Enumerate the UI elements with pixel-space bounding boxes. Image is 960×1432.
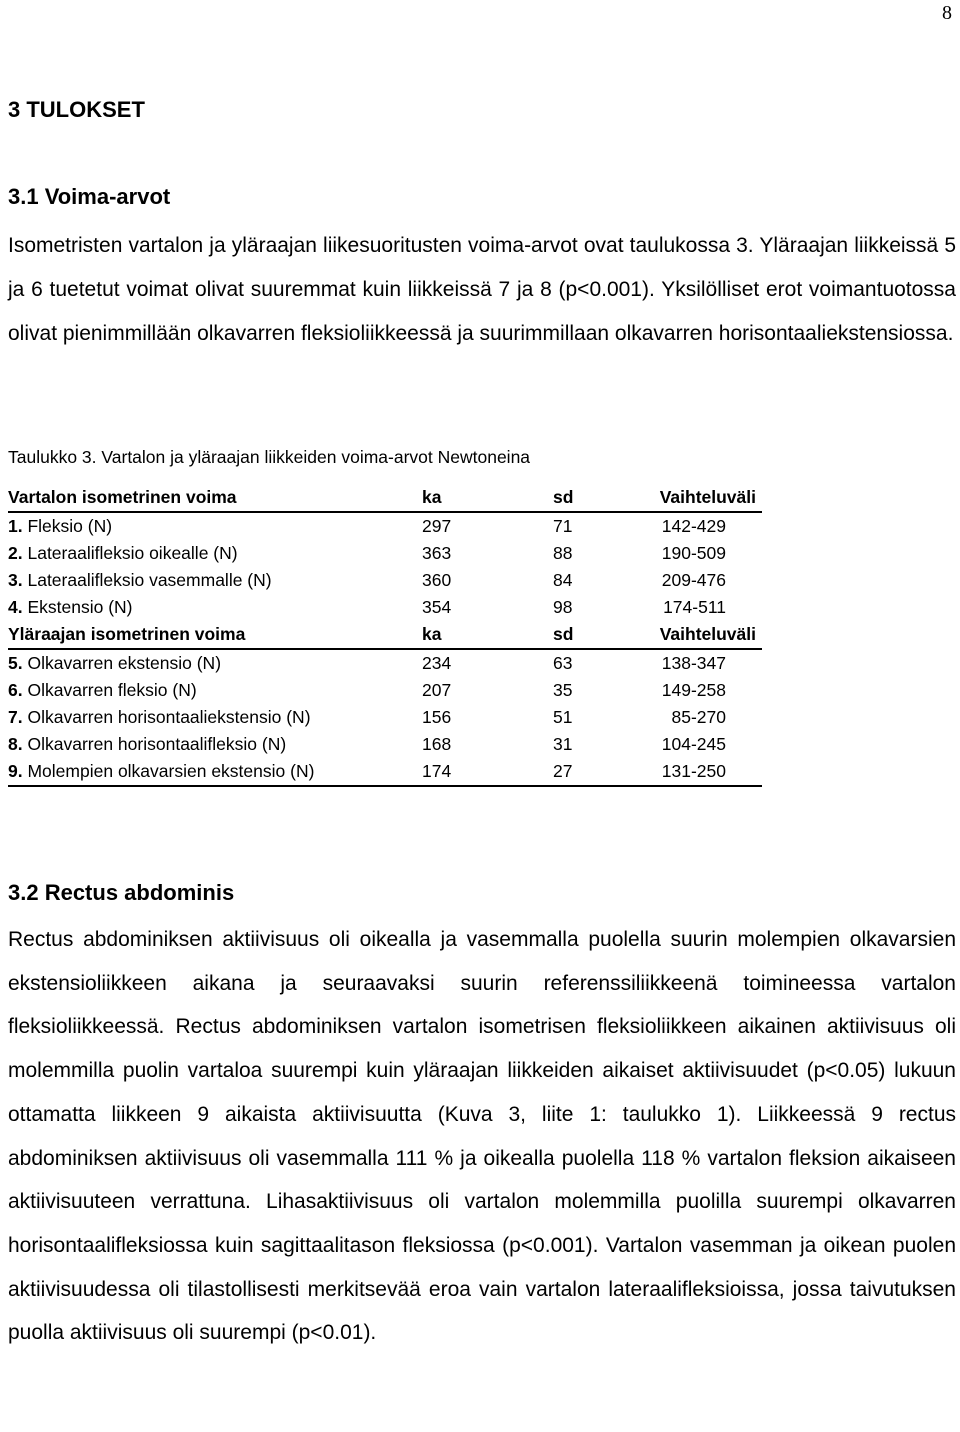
table-cell-label [8,594,398,621]
table-cell-label [8,704,398,731]
page-number: 8 [942,2,952,24]
row-label: Olkavarren ekstensio (N) [27,653,222,673]
table-cell-range: 138-347 [661,653,726,673]
table-cell-ka: 354 [422,597,452,617]
table-header-cell: Vaihteluväli [633,621,762,649]
table-cell-ka: 363 [422,543,452,563]
table-header-cell: sd [547,621,633,649]
row-number: 9. [8,761,23,781]
row-label: Olkavarren horisontaalifleksio (N) [27,734,287,754]
table-cell-ka: 168 [422,734,452,754]
table-cell-sd: 88 [553,543,573,563]
table-cell-label [8,731,398,758]
table-caption: Taulukko 3. Vartalon ja yläraajan liikkeiden voima-arvot Newtoneina [8,447,531,467]
row-label: Lateraalifleksio vasemmalle (N) [27,570,272,590]
table-cell-range: 190-509 [661,543,726,563]
row-number: 2. [8,543,23,563]
table-row [8,512,762,540]
table-row [8,731,762,758]
table-cell-ka: 360 [422,570,452,590]
table-cell-label [8,540,398,567]
table-cell-ka: 207 [422,680,452,700]
table-row [8,649,762,677]
table-cell-ka: 174 [398,758,547,786]
row-number: 4. [8,597,23,617]
table-cell-sd: 31 [553,734,573,754]
section-paragraph-voima-arvot: Isometristen vartalon ja yläraajan liikesuoritusten voima-arvot ovat taulukossa 3. Yläraajan liikkeissä 5 ja 6 tuetetut voimat olivat suuremmat kuin liikkeissä 7 ja 8 (p<0.001). Yksilölliset erot voimantuotossa olivat pienimmillään olkavarren fleksioliikkeessä ja suurimmillaan olkavarren horisontaaliekstensiossa. [8,234,956,345]
table-header-cell: Yläraajan isometrinen voima [8,621,398,649]
table-cell-sd: 84 [553,570,573,590]
table-row [8,567,762,594]
table-cell-sd: 71 [553,516,573,536]
table-header-cell: ka [398,621,547,649]
table-cell-range: 174-511 [663,597,726,617]
table-row [8,594,762,621]
row-number: 1. [8,516,23,536]
table-cell-sd: 98 [553,597,573,617]
table-cell-label [8,567,398,594]
row-number: 5. [8,653,23,673]
row-number: 6. [8,680,23,700]
table-row [8,758,762,786]
row-label: Molempien olkavarsien ekstensio (N) [27,761,315,781]
table-cell-sd: 35 [553,680,573,700]
table-header-cell: Vartalon isometrinen voima [8,484,398,512]
table-header-row [8,621,762,649]
table-cell-ka: 156 [422,707,452,727]
row-number: 7. [8,707,23,727]
table-cell-range: 104-245 [661,734,726,754]
row-label: Lateraalifleksio oikealle (N) [27,543,238,563]
table-header-cell: sd [547,484,633,512]
table-cell-range: 131-250 [633,758,762,786]
table-row [8,540,762,567]
row-label: Fleksio (N) [27,516,113,536]
table-header-row [8,484,762,512]
table-cell-range: 142-429 [661,516,726,536]
table-cell-range: 85-270 [671,707,726,727]
section-heading-voima-arvot: 3.1 Voima-arvot [8,184,171,209]
table-cell-range: 209-476 [661,570,726,590]
table-header-cell: Vaihteluväli [633,484,762,512]
table-cell-sd: 51 [553,707,573,727]
row-number: 8. [8,734,23,754]
table-row [8,704,762,731]
table-cell-label [8,512,398,540]
table-cell-label [8,677,398,704]
table-cell-label [8,758,398,786]
row-label: Olkavarren fleksio (N) [27,680,197,700]
table-cell-range: 149-258 [661,680,726,700]
force-values-table [8,484,762,787]
table-row [8,677,762,704]
table-cell-sd: 63 [553,653,573,673]
row-number: 3. [8,570,23,590]
section-paragraph-rectus-abdominis: Rectus abdominiksen aktiivisuus oli oikealla ja vasemmalla puolella suurin molempien olkavarsien ekstensioliikkeen aikana ja seuraavaksi suurin referenssiliikkeenä toimineessa vartalon fleksioliikkeessä. Rectus abdominiksen vartalon isometrisen fleksioliikkeen aikainen aktiivisuus oli molemmilla puolin vartaloa suurempi kuin yläraajan liikkeiden aikaiset aktiivisuudet (p<0.05) lukuun ottamatta liikkeen 9 aikaista aktiivisuutta (Kuva 3, liite 1: taulukko 1). Liikkeessä 9 rectus abdominiksen aktiivisuus oli vasemmalla 111 % ja oikealla puolella 118 % vartalon fleksion aikaiseen aktiivisuuteen verrattuna. Lihasaktiivisuus oli vartalon molemmilla puolilla suurempi olkavarren horisontaalifleksiossa kuin sagittaalitason fleksiossa (p<0.001). Vartalon vasemman ja oikean puolen aktiivisuudessa oli tilastollisesti merkitsevää eroa vain vartalon lateraalifleksioissa, jossa taivutuksen puolla aktiivisuus oli suurempi (p<0.01). [8,928,956,1345]
table-cell-sd: 27 [547,758,633,786]
chapter-heading: 3 TULOKSET [8,97,145,122]
table-header-cell: ka [398,484,547,512]
table-cell-ka: 297 [422,516,452,536]
section-heading-rectus-abdominis: 3.2 Rectus abdominis [8,880,235,905]
table-cell-ka: 234 [422,653,452,673]
row-label: Ekstensio (N) [27,597,133,617]
row-label: Olkavarren horisontaaliekstensio (N) [27,707,311,727]
table-cell-label [8,649,398,677]
